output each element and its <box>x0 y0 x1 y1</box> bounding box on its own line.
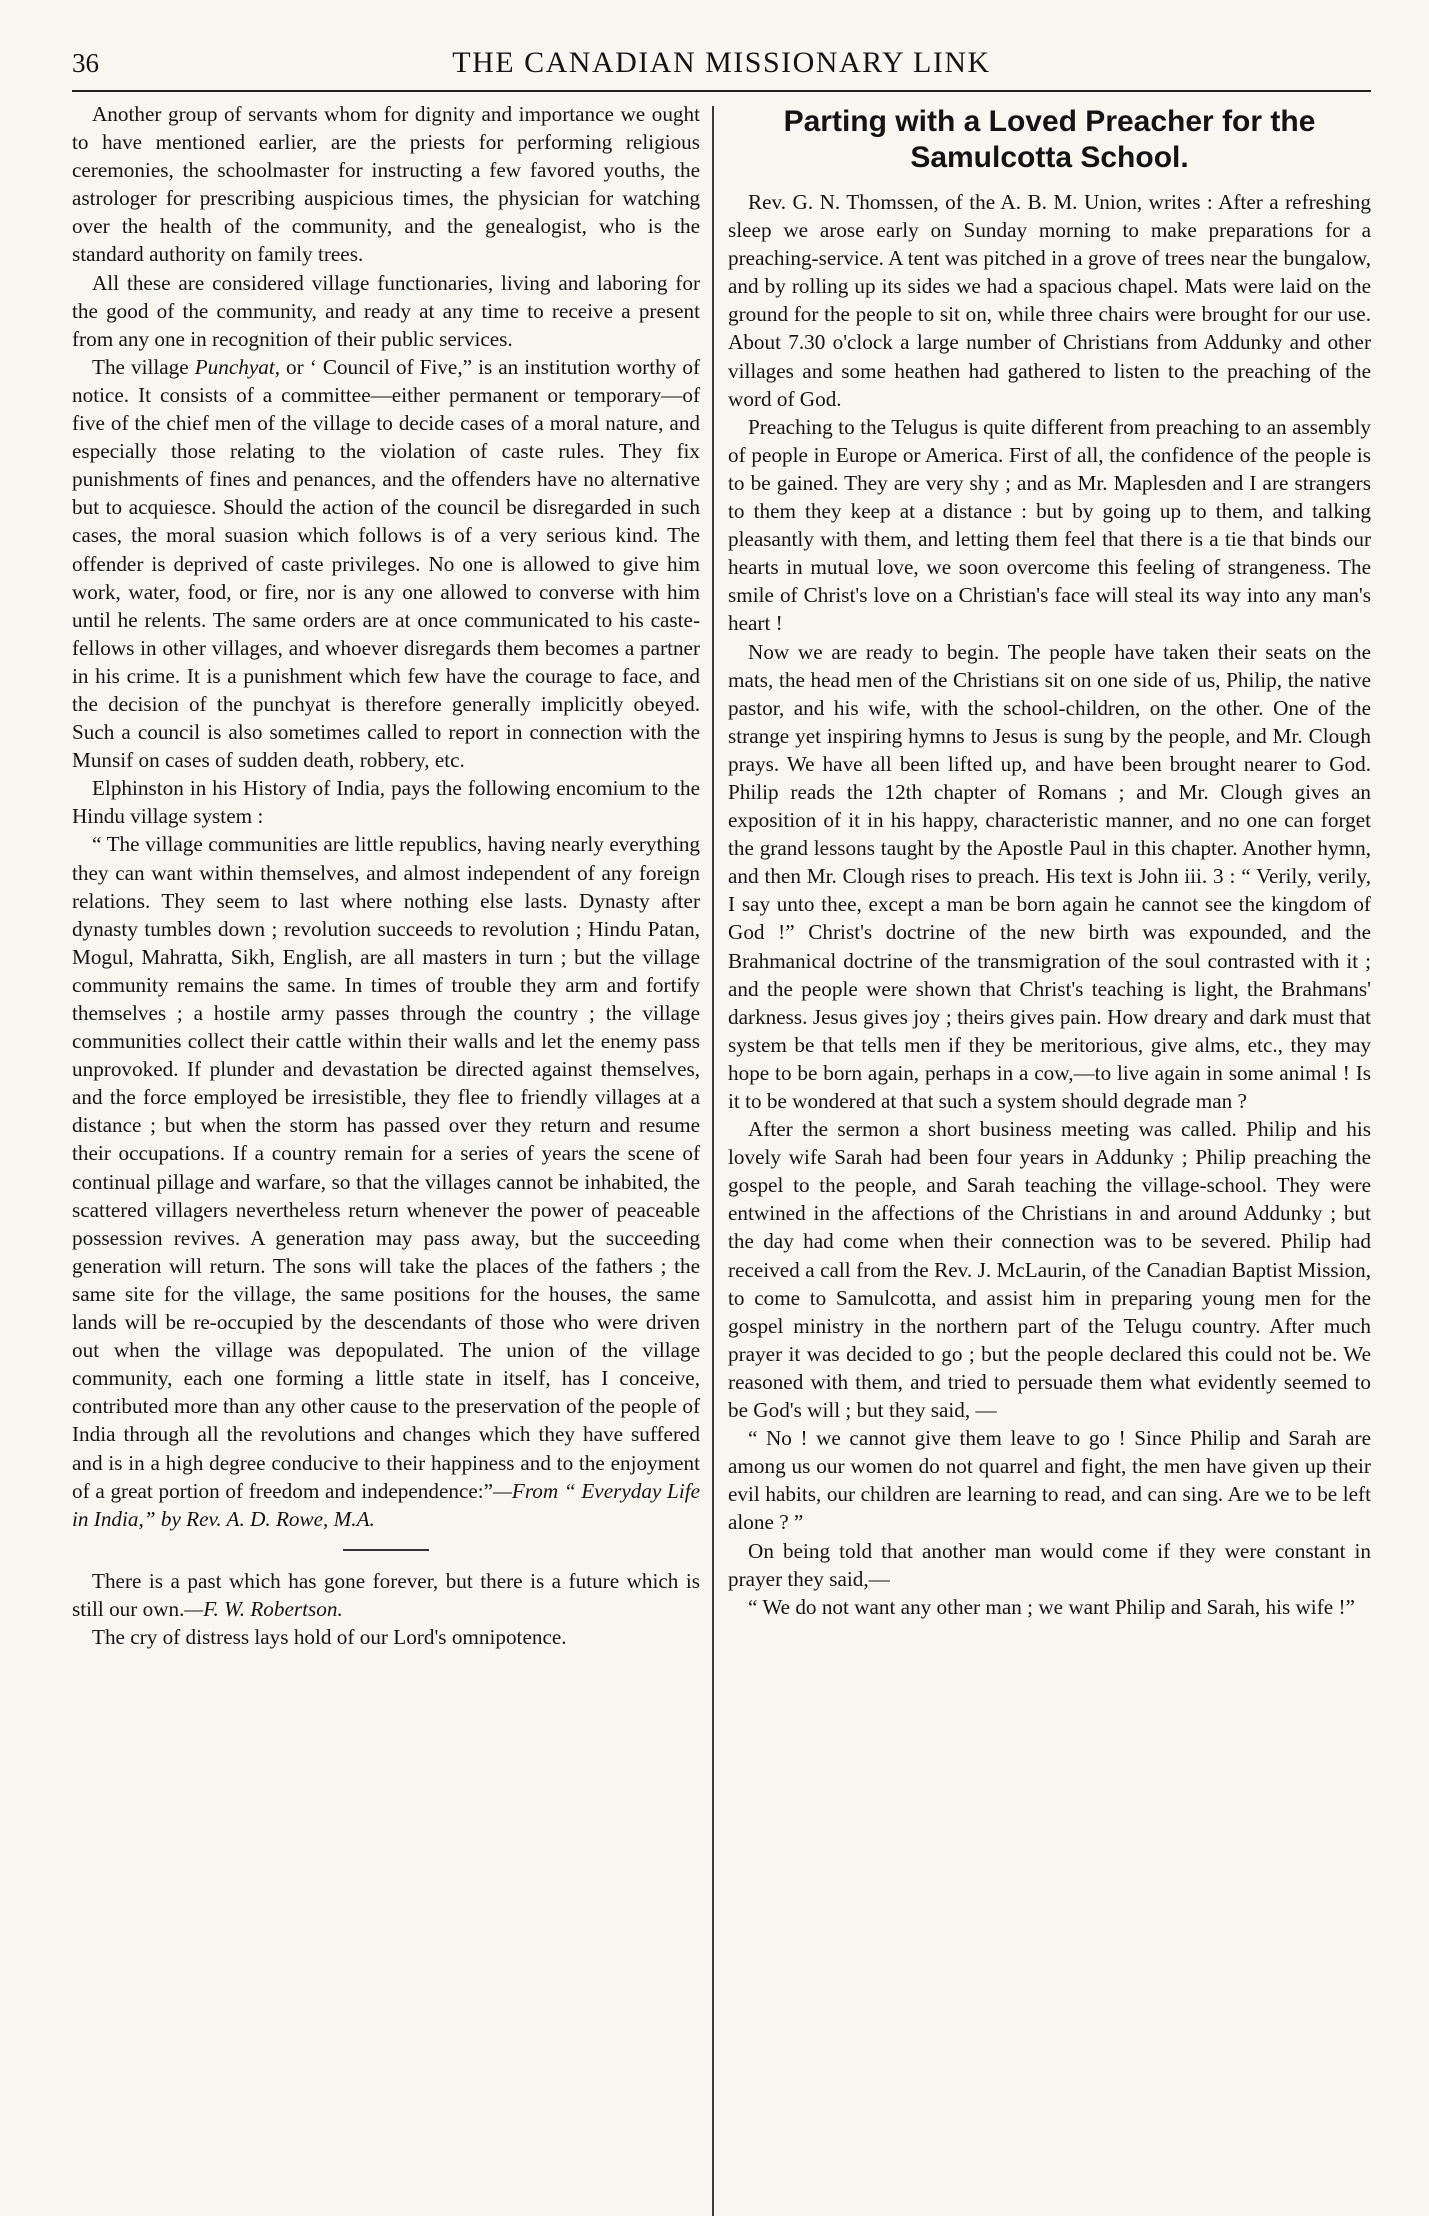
punchyat-middle: , or ‘ Council of Five,” <box>274 354 479 379</box>
paragraph-servants: Another group of servants whom for dignity and importance we ought to have mentioned earlier, are the priests for performing religious ceremonies, the schoolmaster for instructing a few favored youths, the astrologer for prescribing auspicious times, the physician for watching over the health of the community, and the genealogist, who is the standard authority on family trees. <box>72 102 701 267</box>
robertson-quote: There is a past which has gone forever, but there is a future which is still our own. <box>72 1568 701 1621</box>
paragraph-distress: The cry of distress lays hold of our Lord's omnipotence. <box>92 1624 567 1649</box>
punchyat-prefix: The village <box>92 354 195 379</box>
paragraph-service: Now we are ready to begin. The people have taken their seats on the mats, the head men of the Christians sit on one side of us, Philip, the native pastor, and his wife, with the school-children, on the other. One of the strange yet inspiring hymns to Jesus is sung by the people, and Mr. Clough prays. We have all been lifted up, and have been brought nearer to God. Philip reads the 12th chapter of Romans ; and Mr. Clough gives an exposition of it in his happy, characteristic manner, and no one can forget the grand lessons taught by the Apostle Paul in this chapter. Another hymn, and then Mr. Clough rises to preach. His text is John iii. 3 : “ Verily, verily, I say unto thee, except a man be born again he cannot see the kingdom of God !” Christ's doctrine of the new birth was expounded, and the Brahmanical doctrine of the transmigration of the soul contrasted with it ; and the people were shown that Christ's teaching is light, the Brahmans' darkness. Jesus gives joy ; theirs gives pain. How dreary and dark must that system be that tells men if they be meritorious, give alms, etc., they may hope to be born again, perhaps in a cow,—to live again in some animal ! Is it to be wondered at that such a system should degrade man ? <box>728 639 1371 1113</box>
punchyat-body: is an institution worthy of notice. It consists of a committee—either permanent or temporary—of five of the chief men of the village to decide cases of a moral nature, and especially those relating to the violation of caste rules. They fix punishments of fines and penances, and the offenders have no alternative but to acquiesce. Should the action of the council be disregarded in such cases, the moral suasion which follows is of a very serious kind. The offender is deprived of caste privileges. No one is allowed to give him work, water, food, or fire, nor is any one allowed to converse with him until he relents. The same orders are at once communicated to his caste-fellows in other villages, and whoever disregards them becomes a partner in his crime. It is a punishment which few have the courage to face, and the decision of the punchyat is therefore generally implicitly obeyed. Such a council is also sometimes called to report in connection with the Munsif on cases of sudden death, robbery, etc. <box>72 354 701 773</box>
robertson-citation: —F. W. Robertson. <box>184 1596 343 1621</box>
paragraph-robertson <box>72 1567 700 1623</box>
page-number: 36 <box>72 48 99 78</box>
section-divider <box>343 1549 429 1551</box>
punchyat-term: Punchyat <box>194 354 275 379</box>
paragraph-people-reply: “ No ! we cannot give them leave to go ! Since Philip and Sarah are among us our women do not quarrel and fight, the men have given up their evil habits, our children are learning to read, and can sing. Are we to be left alone ? ” <box>728 1426 1371 1535</box>
article-title: Parting with a Loved Preacher for the Samulcotta School. <box>783 105 1316 174</box>
left-column <box>72 100 712 2216</box>
paragraph-functionaries: All these are considered village functionaries, living and laboring for the good of the community, and ready at any time to receive a present from any one in recognition of their public services. <box>72 270 701 351</box>
paragraph-elphinston: Elphinston in his History of India, pays the following encomium to the Hindu village system : <box>72 776 701 829</box>
paragraph-another-man: On being told that another man would come if they were constant in prayer they said,— <box>728 1538 1371 1591</box>
paragraph-business-meeting: After the sermon a short business meeting was called. Philip and his lovely wife Sarah had been four years in Addunky ; Philip preaching the gospel to the people, and Sarah teaching the village-school. They were entwined in the affections of the Christians in and around Addunky ; but the day had come when their connection was to be severed. Philip had received a call from the Rev. J. McLaurin, of the Canadian Baptist Mission, to come to Samulcotta, and assist him in preparing young men for the gospel ministry in the northern part of the Telugu country. After much prayer it was decided to go ; but the people declared this could not be. We reasoned with them, and tried to persuade them what evidently seemed to be God's will ; but they said, — <box>728 1117 1371 1423</box>
village-quote-text: “ The village communities are little republics, having nearly everything they can want within themselves, and almost independent of any foreign relations. They seem to last where nothing else lasts. Dynasty after dynasty tumbles down ; revolution succeeds to revolution ; Hindu Patan, Mogul, Mahratta, Sikh, English, are all masters in turn ; but the village community remains the same. In times of trouble they arm and fortify themselves ; a hostile army passes through the country ; the village communities collect their cattle within their walls and let the enemy pass unprovoked. If plunder and devastation be directed against themselves, and the force employed be irresistible, they flee to friendly villages at a distance ; but when the storm has passed over they return and resume their occupations. If a country remain for a series of years the scene of continual pillage and warfare, so that the villages cannot be inhabited, the scattered villagers nevertheless return whenever the power of peaceable possession revives. A generation may pass away, but the succeeding generation will return. The sons will take the places of the fathers ; the same site for the village, the same positions for the houses, the same lands will be re-occupied by the descendants of those who were driven out when the village was depopulated. The union of the village community, each one forming a little state in itself, has I conceive, contributed more than any other cause to the preservation of the people of India through all the revolutions and changes which they have suffered and is in a high degree conducive to their happiness and to the enjoyment of a great portion of freedom and independence:” <box>72 832 701 1503</box>
paragraph-telugus: Preaching to the Telugus is quite different from preaching to an assembly of people in Europe or America. First of all, the confidence of the people is to be gained. They are very shy ; and as Mr. Maplesden and I are strangers to them they keep at a distance : but by going up to them, and talking pleasantly with them, and letting them feel that there is a tie that binds our hearts in mutual love, we soon overcome this feeling of strangeness. The smile of Christ's love on a Christian's face will steal its way into any man's heart ! <box>728 414 1371 636</box>
quote-citation: —From “ Everyday Life in India,” by Rev. A. D. Rowe, M.A. <box>72 1478 700 1531</box>
running-head <box>72 44 1371 92</box>
paragraph-thomssen: Rev. G. N. Thomssen, of the A. B. M. Union, writes : After a refreshing sleep we arose early on Sunday morning to make preparations for a preaching-service. A tent was pitched in a grove of trees near the bungalow, and by rolling up its sides we had a spacious chapel. Mats were laid on the ground for the people to sit on, while three chairs were brought for our use. About 7.30 o'clock a large number of Christians from Addunky and other villages and some heathen had gathered to listen to the preaching of the word of God. <box>728 190 1371 411</box>
paragraph-final-quote: “ We do not want any other man ; we want Philip and Sarah, his wife !” <box>748 1594 1355 1619</box>
journal-title: THE CANADIAN MISSIONARY LINK <box>452 46 991 79</box>
right-column <box>714 100 1371 2216</box>
paragraph-village-quote <box>72 830 700 1532</box>
two-column-body <box>72 100 1371 2216</box>
paragraph-punchyat <box>72 353 700 774</box>
